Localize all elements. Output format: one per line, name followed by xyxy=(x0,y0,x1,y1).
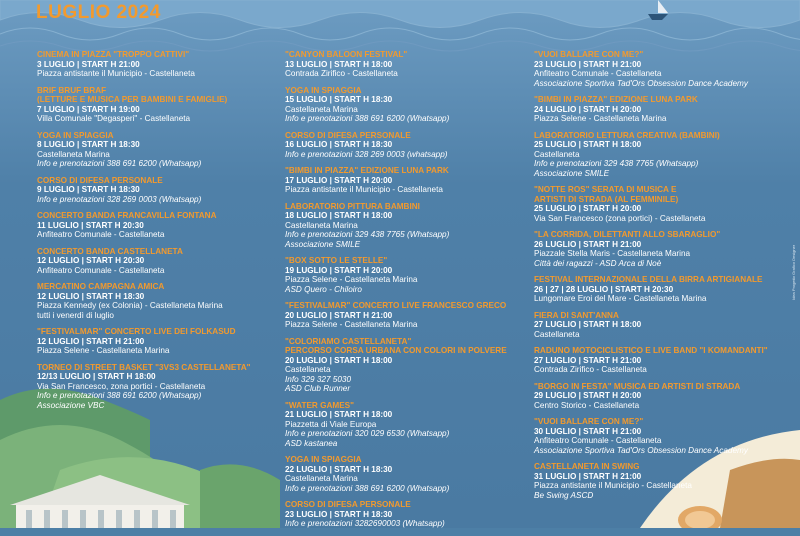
event-item xyxy=(37,282,277,320)
event-detail: Piazza Selene - Castellaneta Marina xyxy=(285,275,418,284)
event-detail: Piazzale Stella Maris - Castellaneta Marina xyxy=(534,249,691,258)
event-item xyxy=(37,247,277,276)
event-date: 27 LUGLIO | START H 18:00 xyxy=(534,320,642,329)
event-item xyxy=(534,230,774,268)
event-detail: Associazione SMILE xyxy=(285,239,361,249)
event-date: 25 LUGLIO | START H 20:00 xyxy=(534,204,642,213)
event-detail: Info e prenotazioni 388 691 6200 (Whatsapp) xyxy=(37,159,202,168)
event-title: LABORATORIO PITTURA BAMBINI xyxy=(285,201,420,211)
event-detail: Piazza antistante il Municipio - Castellaneta xyxy=(285,185,443,194)
event-detail: Castellaneta Marina xyxy=(285,220,358,230)
event-detail: tutti i venerdì di luglio xyxy=(37,310,114,320)
event-date: 17 LUGLIO | START H 20:00 xyxy=(285,175,393,185)
event-item xyxy=(534,50,774,88)
event-title: BRIF BRUF BRAF (LETTURE E MUSICA PER BAMBINI E FAMIGLIE) xyxy=(37,85,228,104)
event-detail: Info 329 327 5030 xyxy=(285,374,352,384)
event-date: 27 LUGLIO | START H 21:00 xyxy=(534,355,642,365)
event-title: "FESTIVALMAR" CONCERTO LIVE DEI FOLKASUD xyxy=(37,327,236,336)
event-title: CORSO DI DIFESA PERSONALE xyxy=(285,130,411,140)
event-date: 13 LUGLIO | START H 18:00 xyxy=(285,59,393,69)
event-date: 18 LUGLIO | START H 18:00 xyxy=(285,211,393,220)
event-item xyxy=(534,417,774,455)
page-title: LUGLIO 2024 xyxy=(36,2,161,23)
event-date: 26 | 27 | 28 LUGLIO | START H 20:30 xyxy=(534,284,674,294)
event-detail: Piazza Selene - Castellaneta Marina xyxy=(285,320,418,329)
event-detail: ASD kastanea xyxy=(285,438,338,448)
event-title: "COLORIAMO CASTELLANETA" PERCORSO CORSA URBANA CON COLORI IN POLVERE xyxy=(285,336,507,355)
event-title: "NOTTE ROS" SERATA DI MUSICA E ARTISTI DI STRADA (AL FEMMINILE) xyxy=(534,185,679,204)
event-item xyxy=(285,500,525,529)
event-date: 12 LUGLIO | START H 18:30 xyxy=(37,291,145,301)
event-date: 25 LUGLIO | START H 18:00 xyxy=(534,140,642,149)
event-date: 3 LUGLIO | START H 21:00 xyxy=(37,59,140,69)
event-detail: Piazza Selene - Castellaneta Marina xyxy=(534,114,667,123)
event-date: 30 LUGLIO | START H 21:00 xyxy=(534,426,642,436)
event-detail: Centro Storico - Castellaneta xyxy=(534,400,640,410)
event-detail: Città dei ragazzi - ASD Arca di Noè xyxy=(534,258,662,268)
event-detail: Anfiteatro Comunale - Castellaneta xyxy=(534,69,662,78)
event-detail: Castellaneta xyxy=(534,149,580,159)
event-detail: Associazione Sportiva Tad'Ors Obsession Dance Academy xyxy=(534,445,748,455)
event-detail: Associazione VBC xyxy=(37,400,105,410)
event-item xyxy=(285,401,525,449)
event-date: 23 LUGLIO | START H 18:30 xyxy=(285,509,393,519)
event-title: FESTIVAL INTERNAZIONALE DELLA BIRRA ARTIGIANALE xyxy=(534,275,763,284)
event-title: MERCATINO CAMPAGNA AMICA xyxy=(37,282,165,291)
events-column-1 xyxy=(37,50,277,417)
event-item xyxy=(37,50,277,79)
event-detail: Castellaneta xyxy=(285,365,331,374)
event-date: 31 LUGLIO | START H 21:00 xyxy=(534,471,642,481)
event-title: "WATER GAMES" xyxy=(285,400,355,410)
event-date: 24 LUGLIO | START H 20:00 xyxy=(534,104,642,114)
event-title: YOGA IN SPIAGGIA xyxy=(285,455,362,464)
event-title: CORSO DI DIFESA PERSONALE xyxy=(37,175,163,185)
event-detail: Info e prenotazioni 3282690003 (Whatsapp) xyxy=(285,519,445,528)
event-item xyxy=(37,363,277,411)
event-item xyxy=(534,346,774,375)
event-title: "LA CORRIDA, DILETTANTI ALLO SBARAGLIO" xyxy=(534,230,721,239)
event-title: CASTELLANETA IN SWING xyxy=(534,462,640,471)
event-item xyxy=(285,202,525,250)
event-detail: Info e prenotazioni 329 438 7765 (Whatsapp) xyxy=(534,159,699,168)
event-date: 7 LUGLIO | START H 19:00 xyxy=(37,104,140,114)
event-detail: Info e prenotazioni 328 269 0003 (whatsapp) xyxy=(285,149,448,159)
event-detail: Associazione Sportiva Tad'Ors Obsession Dance Academy xyxy=(534,78,748,88)
event-title: "VUOI BALLARE CON ME?" xyxy=(534,417,644,426)
events-column-3 xyxy=(534,50,774,507)
event-item xyxy=(37,211,277,240)
event-item xyxy=(285,131,525,160)
event-date: 21 LUGLIO | START H 18:00 xyxy=(285,410,393,419)
event-detail: Castellaneta Marina xyxy=(285,104,358,114)
event-date: 19 LUGLIO | START H 20:00 xyxy=(285,265,393,275)
event-detail: Piazzetta di Viale Europa xyxy=(285,419,377,429)
event-detail: Info e prenotazioni 388 691 6200 (Whatsapp) xyxy=(37,391,202,400)
event-date: 8 LUGLIO | START H 18:30 xyxy=(37,140,140,149)
event-title: CORSO DI DIFESA PERSONALE xyxy=(285,500,411,509)
event-detail: Anfiteatro Comunale - Castellaneta xyxy=(534,436,662,445)
event-item xyxy=(285,337,525,394)
event-detail: Info e prenotazioni 388 691 6200 (Whatsapp) xyxy=(285,483,450,493)
event-detail: Piazza antistante il Municipio - Castellaneta xyxy=(534,481,692,490)
event-detail: ASD Club Runner xyxy=(285,384,351,393)
event-detail: Piazza Selene - Castellaneta Marina xyxy=(37,346,170,355)
event-detail: Anfiteatro Comunale - Castellaneta xyxy=(37,265,165,275)
event-date: 26 LUGLIO | START H 21:00 xyxy=(534,239,642,249)
event-detail: Villa Comunale "Degasperi" - Castellaneta xyxy=(37,114,191,123)
event-detail: Via San Francesco, zona portici - Castellaneta xyxy=(37,381,206,391)
event-detail: Info e prenotazioni 329 438 7765 (Whatsapp) xyxy=(285,230,450,239)
event-item xyxy=(534,462,774,500)
event-date: 12 LUGLIO | START H 20:30 xyxy=(37,256,145,265)
event-title: "CANYON BALOON FESTIVAL" xyxy=(285,50,408,59)
event-item xyxy=(37,86,277,124)
event-date: 16 LUGLIO | START H 18:30 xyxy=(285,140,393,149)
event-item xyxy=(534,131,774,179)
event-detail: Contrada Zirifico - Castellaneta xyxy=(285,69,398,78)
event-title: "VUOI BALLARE CON ME?" xyxy=(534,50,644,59)
event-detail: Info e prenotazioni 388 691 6200 (Whatsapp) xyxy=(285,114,450,123)
event-detail: Piazza Kennedy (ex Colonia) - Castellaneta Marina xyxy=(37,301,223,310)
event-date: 22 LUGLIO | START H 18:30 xyxy=(285,464,393,474)
event-item xyxy=(285,166,525,195)
event-title: CONCERTO BANDA CASTELLANETA xyxy=(37,246,183,256)
event-item xyxy=(285,86,525,124)
event-title: YOGA IN SPIAGGIA xyxy=(285,85,362,95)
event-date: 11 LUGLIO | START H 20:30 xyxy=(37,220,144,230)
event-date: 12 LUGLIO | START H 21:00 xyxy=(37,336,145,346)
event-date: 12/13 LUGLIO | START H 18:00 xyxy=(37,372,156,381)
event-title: "FESTIVALMAR" CONCERTO LIVE FRANCESCO GRECO xyxy=(285,301,507,310)
event-item xyxy=(285,301,525,330)
event-item xyxy=(285,50,525,79)
event-item xyxy=(37,327,277,356)
event-date: 15 LUGLIO | START H 18:30 xyxy=(285,95,393,104)
event-item xyxy=(285,256,525,294)
event-title: LABORATORIO LETTURA CREATIVA (BAMBINI) xyxy=(534,130,720,140)
events-column-2 xyxy=(285,50,525,536)
event-detail: Piazza antistante il Municipio - Castellaneta xyxy=(37,69,195,78)
event-item xyxy=(534,311,774,340)
event-detail: Anfiteatro Comunale - Castellaneta xyxy=(37,230,165,239)
event-date: 20 LUGLIO | START H 18:00 xyxy=(285,355,393,365)
event-detail: Castellaneta xyxy=(534,329,580,339)
event-detail: Info e prenotazioni 328 269 0003 (Whatsapp) xyxy=(37,194,202,204)
event-detail: Lungomare Eroi del Mare - Castellaneta Marina xyxy=(534,294,707,303)
event-detail: Associazione SMILE xyxy=(534,168,610,178)
event-title: "BIMBI IN PIAZZA" EDIZIONE LUNA PARK xyxy=(534,95,698,104)
event-date: 23 LUGLIO | START H 21:00 xyxy=(534,59,642,69)
event-title: "BORGO IN FESTA" MUSICA ED ARTISTI DI STRADA xyxy=(534,381,741,391)
event-title: "BOX SOTTO LE STELLE" xyxy=(285,256,388,265)
event-title: "BIMBI IN PIAZZA" EDIZIONE LUNA PARK xyxy=(285,166,449,175)
event-item xyxy=(37,176,277,205)
event-title: TORNEO DI STREET BASKET "3VS3 CASTELLANETA" xyxy=(37,362,251,372)
event-item xyxy=(534,275,774,304)
event-title: FIERA DI SANT'ANNA xyxy=(534,310,619,320)
event-detail: Be Swing ASCD xyxy=(534,490,594,500)
event-detail: ASD Quero - Chiloiro xyxy=(285,284,362,294)
event-item xyxy=(534,382,774,411)
event-title: CONCERTO BANDA FRANCAVILLA FONTANA xyxy=(37,211,217,220)
event-detail: Contrada Zirifico - Castellaneta xyxy=(534,365,647,374)
event-item xyxy=(534,95,774,124)
event-date: 9 LUGLIO | START H 18:30 xyxy=(37,185,140,194)
event-detail: Castellaneta Marina xyxy=(37,149,110,159)
event-item xyxy=(534,185,774,223)
designer-credit: Idea Progetto Grafico Designer xyxy=(791,244,796,300)
event-title: RADUNO MOTOCICLISTICO E LIVE BAND "I KOMANDANTI" xyxy=(534,346,768,355)
event-item xyxy=(285,455,525,493)
event-detail: Via San Francesco (zona portici) - Castellaneta xyxy=(534,213,706,223)
event-detail: Info e prenotazioni 320 029 6530 (Whatsapp) xyxy=(285,429,450,438)
event-title: YOGA IN SPIAGGIA xyxy=(37,130,114,140)
event-date: 20 LUGLIO | START H 21:00 xyxy=(285,310,393,320)
event-title: CINEMA IN PIAZZA "TROPPO CATTIVI" xyxy=(37,50,190,59)
event-date: 29 LUGLIO | START H 20:00 xyxy=(534,391,642,400)
event-detail: Castellaneta Marina xyxy=(285,474,358,483)
event-item xyxy=(37,131,277,169)
